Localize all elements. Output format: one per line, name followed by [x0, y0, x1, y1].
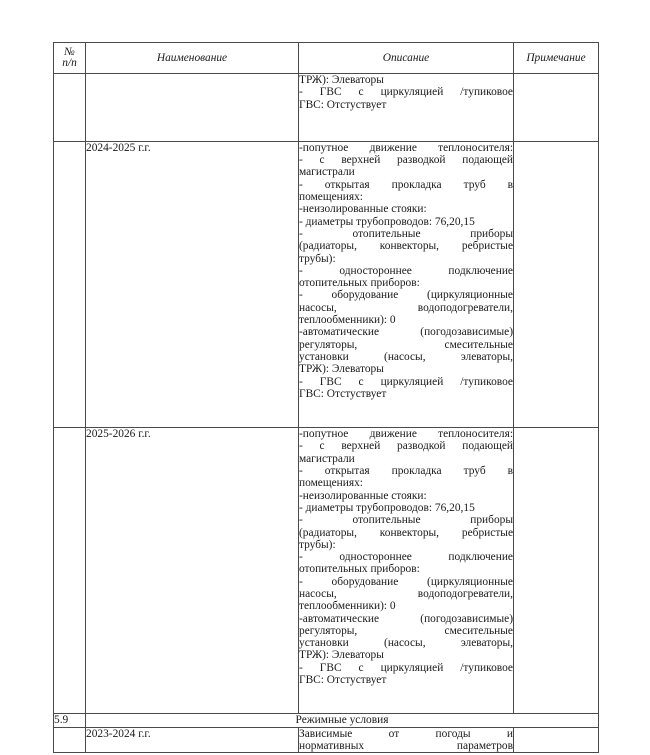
description-line: нормативных параметров: [299, 739, 513, 752]
description-line: ГВС: Отстуствует: [299, 674, 387, 687]
row-name: 2024-2025 г.г.: [86, 141, 299, 427]
description-line: трубы):: [299, 538, 336, 551]
description-line: установки (насосы, элеваторы,: [299, 637, 513, 650]
description-line: отопительных приборов:: [299, 277, 420, 290]
description-table: [53, 42, 599, 753]
header-number-line2: п/п: [62, 57, 77, 69]
description-line: ТРЖ): Элеваторы: [299, 649, 384, 662]
description-line: насосы, водоподогреватели,: [299, 587, 513, 600]
description-line: - одностороннее подключение: [299, 264, 513, 277]
description-line: отопительных приборов:: [299, 563, 420, 576]
section-number: 5.9: [54, 714, 86, 727]
table-row: [54, 428, 599, 714]
row-name: [86, 74, 299, 142]
description-line: - ГВС с циркуляцией /тупиковое: [299, 375, 513, 388]
row-number: [54, 141, 86, 427]
table-row: [54, 74, 599, 142]
description-line: регуляторы, смесительные: [299, 338, 513, 351]
row-description: [299, 141, 514, 427]
description-line: трубы):: [299, 252, 336, 265]
description-line: - диаметры трубопроводов: 76,20,15: [299, 215, 475, 228]
description-line: ТРЖ): Элеваторы: [299, 363, 384, 376]
row-number: [54, 428, 86, 714]
description-line: насосы, водоподогреватели,: [299, 301, 513, 314]
row-description: [299, 727, 514, 753]
description-line: помещениях:: [299, 191, 363, 204]
description-line: - ГВС с циркуляцией /тупиковое: [299, 86, 513, 99]
row-number: [54, 74, 86, 142]
description-line: (радиаторы, конвекторы, ребристые: [299, 526, 513, 539]
description-line: -автоматические (погодозависимые): [299, 612, 513, 625]
row-number: [54, 727, 86, 753]
description-line: - оборудование (циркуляционные: [299, 575, 513, 588]
table-row: [54, 141, 599, 427]
description-line: теплообменники): 0: [299, 314, 396, 327]
description-line: - открытая прокладка труб в: [299, 465, 513, 478]
section-row: [54, 714, 599, 727]
description-line: - оборудование (циркуляционные: [299, 289, 513, 302]
row-name: 2023-2024 г.г.: [86, 727, 299, 753]
description-line: магистрали: [299, 452, 355, 465]
description-line: -попутное движение теплоносителя:: [299, 428, 513, 441]
description-line: (радиаторы, конвекторы, ребристые: [299, 240, 513, 253]
description-line: - диаметры трубопроводов: 76,20,15: [299, 501, 475, 514]
description-line: - одностороннее подключение: [299, 551, 513, 564]
table-header-row: [54, 43, 599, 74]
header-description: Описание: [299, 43, 514, 74]
description-line: - ГВС с циркуляцией /тупиковое: [299, 661, 513, 674]
description-line: - открытая прокладка труб в: [299, 178, 513, 191]
row-note: [514, 727, 599, 753]
description-line: -автоматические (погодозависимые): [299, 326, 513, 339]
description-line: - с верхней разводкой подающей: [299, 440, 513, 453]
table-row: [54, 727, 599, 753]
row-name: 2025-2026 г.г.: [86, 428, 299, 714]
header-name: Наименование: [86, 43, 299, 74]
description-line: магистрали: [299, 166, 355, 179]
description-line: -неизолированные стояки:: [299, 489, 427, 502]
description-line: ГВС: Отстуствует: [299, 98, 387, 111]
row-description: [299, 74, 514, 142]
description-line: -попутное движение теплоносителя:: [299, 141, 513, 154]
description-line: Зависимые от погоды и: [299, 727, 513, 740]
description-line: ГВС: Отстуствует: [299, 387, 387, 400]
header-note: Примечание: [514, 43, 599, 74]
section-title: Режимные условия: [86, 714, 599, 727]
header-number: [54, 43, 86, 74]
row-note: [514, 141, 599, 427]
description-line: - отопительные приборы: [299, 227, 513, 240]
description-line: - с верхней разводкой подающей: [299, 154, 513, 167]
row-description: [299, 428, 514, 714]
description-line: регуляторы, смесительные: [299, 624, 513, 637]
description-line: ТРЖ): Элеваторы: [299, 74, 384, 86]
description-line: установки (насосы, элеваторы,: [299, 350, 513, 363]
description-line: помещениях:: [299, 477, 363, 490]
row-note: [514, 74, 599, 142]
description-line: теплообменники): 0: [299, 600, 396, 613]
row-note: [514, 428, 599, 714]
description-line: -неизолированные стояки:: [299, 203, 427, 216]
header-number-line1: №: [64, 46, 75, 58]
description-line: - отопительные приборы: [299, 514, 513, 527]
